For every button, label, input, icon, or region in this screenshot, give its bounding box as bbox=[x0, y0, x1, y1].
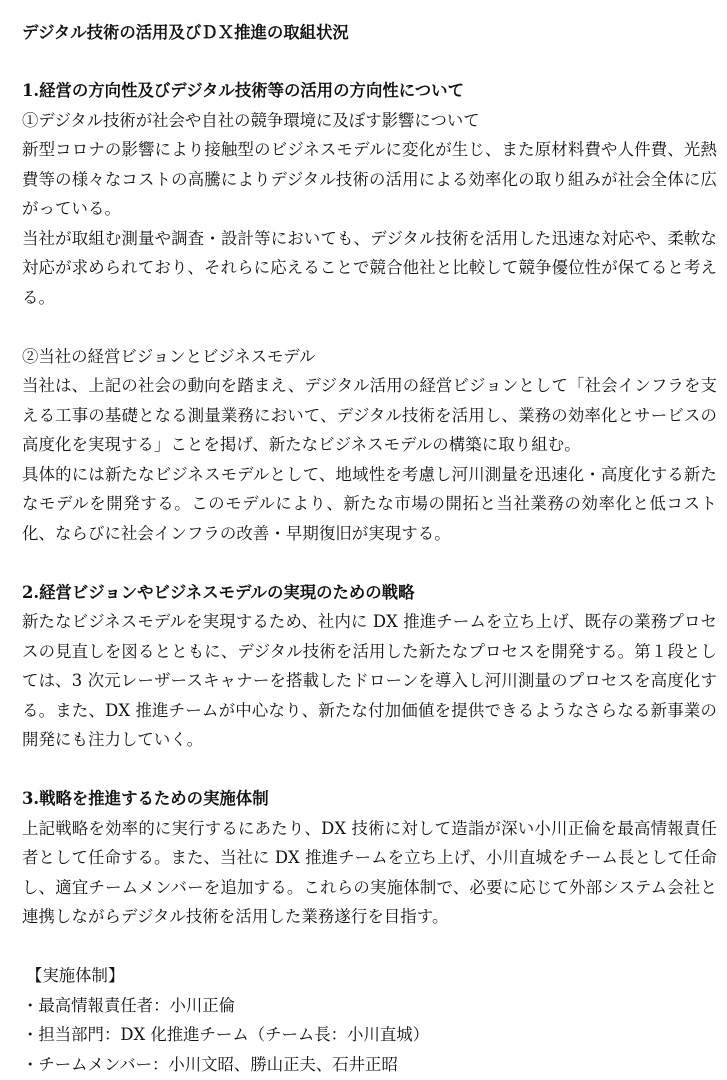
spacer bbox=[22, 932, 717, 962]
section-2-heading: 2.経営ビジョンやビジネスモデルの実現のための戦略 bbox=[22, 582, 415, 602]
section-1-sub2-paragraph-1: 当社は、上記の社会の動向を踏まえ、デジタル活用の経営ビジョンとして「社会インフラを支える工事の基礎となる測量業務において、デジタル技術を活用し、業務の効率化とサービスの高度化を実現する」ことを掲げ、新たなビジネスモデルの構築に取り組む。 bbox=[22, 376, 717, 454]
structure-item-members: ・チームメンバー：小川文昭、勝山正夫、石井正昭 bbox=[22, 1054, 398, 1074]
spacer bbox=[22, 755, 717, 785]
section-3 bbox=[22, 784, 717, 1079]
section-1-sub1-paragraph-1: 新型コロナの影響により接触型のビジネスモデルに変化が生じ、また原材料費や人件費、光熱費等の様々なコストの高騰によりデジタル技術の活用による効率化の取り組みが社会全体に広がっている。 bbox=[22, 140, 717, 218]
section-1-sub1-heading: ①デジタル技術が社会や自社の競争環境に及ぼす影響について bbox=[22, 110, 480, 130]
spacer bbox=[22, 548, 717, 578]
structure-heading: 【実施体制】 bbox=[26, 966, 125, 985]
section-1 bbox=[22, 76, 717, 548]
structure-item-department: ・担当部門：DX 化推進チーム（チーム長：小川直城） bbox=[22, 1025, 430, 1044]
section-3-paragraph-1: 上記戦略を効率的に実行するにあたり、DX 技術に対して造詣が深い小川正倫を最高情報責任者として任命する。また、当社に DX 推進チームを立ち上げ、小川直城をチーム長として任命し、適宜チームメンバーを追加する。これらの実施体制で、必要に応じて外部システム会社と連携しながらデジタル技術を活用した業務遂行を目指す。 bbox=[22, 818, 717, 926]
spacer bbox=[22, 312, 717, 342]
section-1-heading: 1.経営の方向性及びデジタル技術等の活用の方向性について bbox=[22, 81, 464, 100]
section-1-sub2-paragraph-2: 具体的には新たなビジネスモデルとして、地域性を考慮し河川測量を迅速化・高度化する新たなモデルを開発する。このモデルにより、新たな市場の開拓と当社業務の効率化と低コスト化、ならびに社会インフラの改善・早期復旧が実現する。 bbox=[22, 464, 717, 543]
section-2 bbox=[22, 578, 717, 755]
section-1-sub1-paragraph-2: 当社が取組む測量や調査・設計等においても、デジタル技術を活用した迅速な対応や、柔軟な対応が求められており、それらに応えることで競合他社と比較して競争優位性が保てると考える。 bbox=[22, 228, 717, 307]
section-1-sub2-heading: ②当社の経営ビジョンとビジネスモデル bbox=[22, 346, 316, 366]
document-title: デジタル技術の活用及びＤＸ推進の取組状況 bbox=[22, 23, 349, 42]
section-3-heading: 3.戦略を推進するための実施体制 bbox=[22, 789, 269, 808]
section-2-paragraph-1: 新たなビジネスモデルを実現するため、社内に DX 推進チームを立ち上げ、既存の業務プロセスの見直しを図るとともに、デジタル技術を活用した新たなプロセスを開発する。第１段としては、3 次元レーザースキャナーを搭載したドローンを導入し河川測量のプロセスを高度化する。また、DX 推進チームが中心なり、新たな付加価値を提供できるようなさらなる新事業の開発にも注力していく。 bbox=[22, 612, 717, 749]
structure-item-cio: ・最高情報責任者：小川正倫 bbox=[22, 995, 236, 1015]
